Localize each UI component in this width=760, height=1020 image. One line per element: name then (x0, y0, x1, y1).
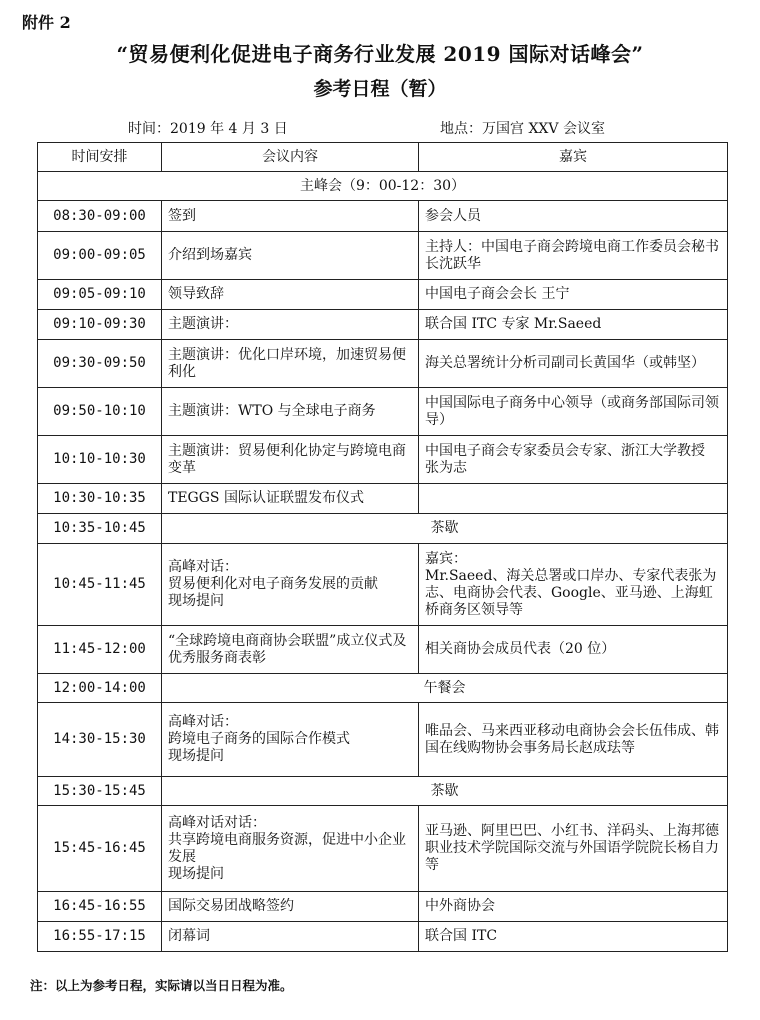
section-main: 主峰会（9：00-12：30） (38, 172, 728, 201)
content-cell: 高峰对话： 跨境电子商务的国际合作模式 现场提问 (162, 703, 419, 777)
break-cell: 茶歇 (162, 777, 728, 806)
table-row (38, 436, 728, 484)
content-cell: 签到 (162, 201, 419, 232)
section-row (38, 172, 728, 201)
guest-cell: 参会人员 (419, 201, 728, 232)
time-cell: 12:00-14:00 (38, 674, 162, 703)
meta-time: 时间：2019 年 4 月 3 日 (128, 121, 288, 137)
time-cell: 09:10-09:30 (38, 310, 162, 340)
guest-cell: 中国电子商会专家委员会专家、浙江大学教授 张为志 (419, 436, 728, 484)
meta-place: 地点：万国宫 XXV 会议室 (440, 121, 605, 137)
content-cell: TEGGS 国际认证联盟发布仪式 (162, 484, 419, 514)
guest-cell: 中国电子商会会长 王宁 (419, 280, 728, 310)
time-cell: 11:45-12:00 (38, 626, 162, 674)
guest-cell (419, 484, 728, 514)
document-title: “贸易便利化促进电子商务行业发展 2019 国际对话峰会” (116, 42, 644, 66)
table-row (38, 280, 728, 310)
content-cell: 闭幕词 (162, 922, 419, 952)
break-cell: 茶歇 (162, 514, 728, 544)
time-cell: 16:55-17:15 (38, 922, 162, 952)
header-row (38, 143, 728, 172)
header-time: 时间安排 (38, 143, 162, 172)
guest-cell: 海关总署统计分析司副司长黄国华（或韩坚） (419, 340, 728, 388)
header-guest: 嘉宾 (419, 143, 728, 172)
content-cell: 主题演讲： (162, 310, 419, 340)
guest-cell: 嘉宾： Mr.Saeed、海关总署或口岸办、专家代表张为志、电商协会代表、Google、亚马逊、上海虹桥商务区领导等 (419, 544, 728, 626)
time-cell: 10:10-10:30 (38, 436, 162, 484)
schedule-table (37, 142, 728, 952)
content-cell: 国际交易团战略签约 (162, 892, 419, 922)
table-row (38, 388, 728, 436)
content-cell: “全球跨境电商商协会联盟”成立仪式及优秀服务商表彰 (162, 626, 419, 674)
content-cell: 主题演讲：贸易便利化协定与跨境电商变革 (162, 436, 419, 484)
time-cell: 14:30-15:30 (38, 703, 162, 777)
time-cell: 10:30-10:35 (38, 484, 162, 514)
content-cell: 高峰对话： 贸易便利化对电子商务发展的贡献 现场提问 (162, 544, 419, 626)
annex-label: 附件 2 (22, 13, 71, 32)
table-row (38, 777, 728, 806)
table-row (38, 892, 728, 922)
table-row (38, 544, 728, 626)
content-cell: 主题演讲：WTO 与全球电子商务 (162, 388, 419, 436)
table-row (38, 201, 728, 232)
time-cell: 08:30-09:00 (38, 201, 162, 232)
guest-cell: 亚马逊、阿里巴巴、小红书、洋码头、上海邦德职业技术学院国际交流与外国语学院院长杨自力等 (419, 806, 728, 892)
guest-cell: 联合国 ITC (419, 922, 728, 952)
footnote: 注：以上为参考日程，实际请以当日日程为准。 (30, 978, 293, 993)
time-cell: 16:45-16:55 (38, 892, 162, 922)
guest-cell: 中外商协会 (419, 892, 728, 922)
lunch-cell: 午餐会 (162, 674, 728, 703)
time-cell: 09:05-09:10 (38, 280, 162, 310)
header-content: 会议内容 (162, 143, 419, 172)
time-cell: 10:45-11:45 (38, 544, 162, 626)
time-cell: 10:35-10:45 (38, 514, 162, 544)
content-cell: 高峰对话对话： 共享跨境电商服务资源，促进中小企业发展 现场提问 (162, 806, 419, 892)
table-row (38, 806, 728, 892)
table-row (38, 484, 728, 514)
content-cell: 介绍到场嘉宾 (162, 232, 419, 280)
time-cell: 15:30-15:45 (38, 777, 162, 806)
guest-cell: 相关商协会成员代表（20 位） (419, 626, 728, 674)
time-cell: 09:30-09:50 (38, 340, 162, 388)
table-row (38, 340, 728, 388)
content-cell: 领导致辞 (162, 280, 419, 310)
guest-cell: 唯品会、马来西亚移动电商协会会长伍伟成、韩国在线购物协会事务局长赵成珐等 (419, 703, 728, 777)
time-cell: 09:50-10:10 (38, 388, 162, 436)
table-row (38, 922, 728, 952)
table-row (38, 232, 728, 280)
guest-cell: 主持人：中国电子商会跨境电商工作委员会秘书长沈跃华 (419, 232, 728, 280)
table-row (38, 514, 728, 544)
guest-cell: 中国国际电子商务中心领导（或商务部国际司领导） (419, 388, 728, 436)
document-subtitle: 参考日程（暂） (313, 78, 447, 100)
time-cell: 09:00-09:05 (38, 232, 162, 280)
time-cell: 15:45-16:45 (38, 806, 162, 892)
table-row (38, 310, 728, 340)
content-cell: 主题演讲：优化口岸环境，加速贸易便利化 (162, 340, 419, 388)
table-row (38, 703, 728, 777)
guest-cell: 联合国 ITC 专家 Mr.Saeed (419, 310, 728, 340)
table-row (38, 674, 728, 703)
table-row (38, 626, 728, 674)
